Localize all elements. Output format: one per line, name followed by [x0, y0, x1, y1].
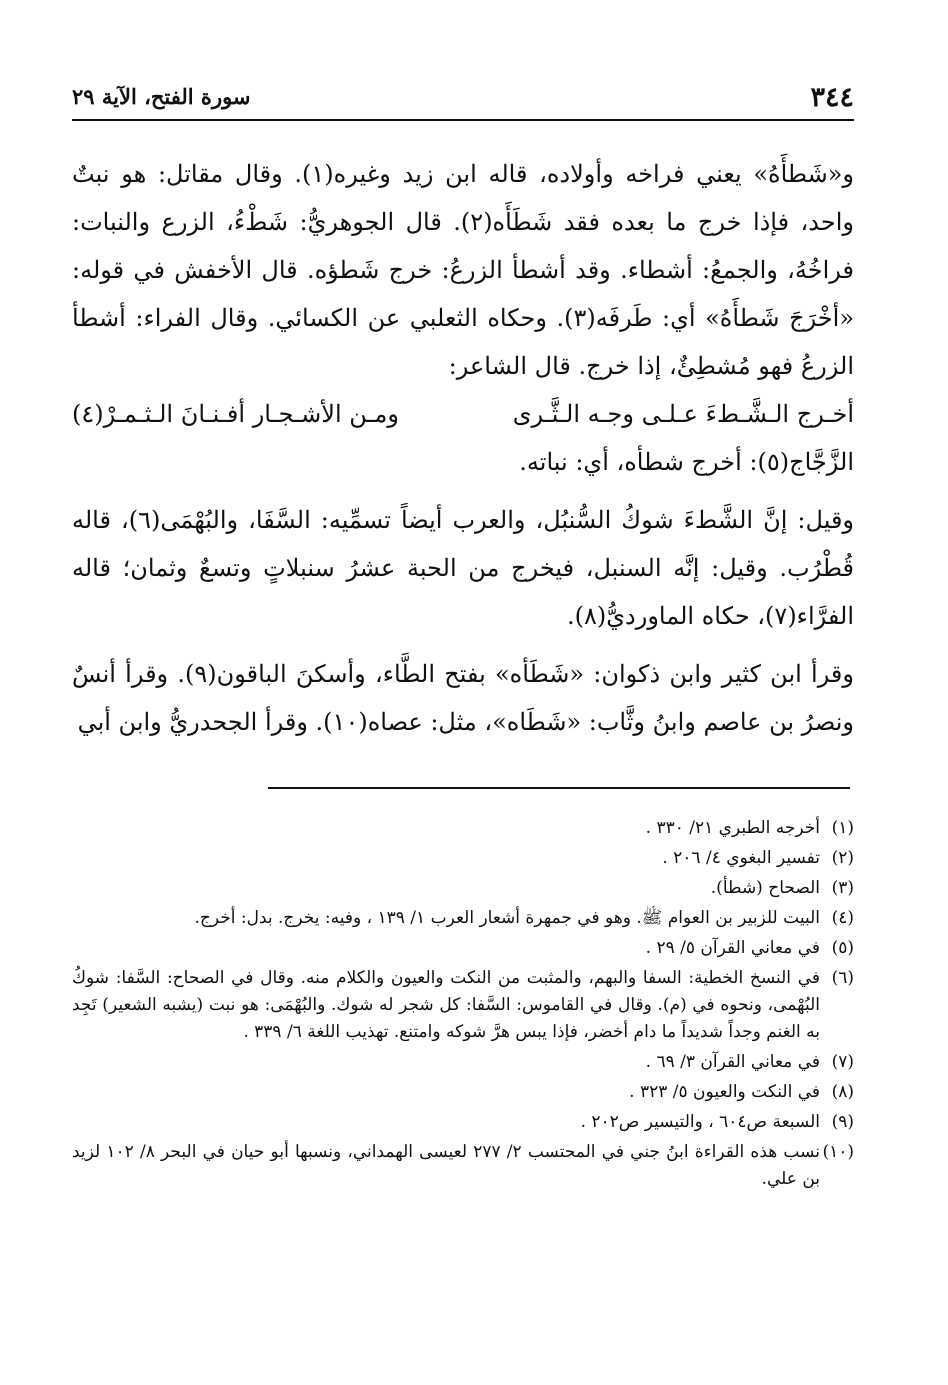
footnote-number: (٤) — [831, 908, 854, 928]
footnote-separator — [268, 787, 850, 789]
footnote-number: (٥) — [831, 938, 854, 958]
footnote-number: (١٠) — [822, 1142, 854, 1162]
footnote — [72, 1079, 854, 1106]
verse-second-hemistich: ومـن الأشـجـار أفـنـانَ الـثـمـرْ(٤) — [72, 400, 399, 428]
footnote-text: في النكت والعيون ٥/ ٣٢٣ . — [629, 1082, 820, 1102]
footnote — [72, 815, 854, 842]
footnote — [72, 965, 854, 1046]
verse-first-hemistich: أخـرج الـشَّـطءَ عـلـى وجـه الـثَّـرى — [512, 400, 854, 428]
footnote-text: نسب هذه القراءة ابنُ جني في المحتسب ٢/ ٢٧٧ لعيسى الهمداني، ونسبها أبو حيان في البحر ٨/ ١٠٢ لزيد بن علي. — [72, 1142, 820, 1189]
header-rule — [72, 119, 854, 121]
footnote — [72, 935, 854, 962]
paragraph-2: الزَّجَّاج(٥): أخرج شطأه، أي: نباته. — [519, 448, 854, 476]
paragraph-3: وقيل: إنَّ الشَّطءَ شوكُ السُّنبُل، والعرب أيضاً تسمِّيه: السَّفَا، والبُهْمَى(٦)، قاله قُطْرُب. وقيل: إنَّه السنبل، فيخرج من الحبة عشرُ سنبلاتٍ وتسعٌ وثمان؛ قاله الفرَّاء(٧)، حكاه الماورديُّ(٨). — [72, 506, 855, 630]
footnote-text: البيت للزبير بن العوام ﷺ. وهو في جمهرة أشعار العرب ١/ ١٣٩ ، وفيه: يخرج. بدل: أخرج. — [194, 908, 820, 928]
footnote-text: في النسخ الخطية: السفا والبهم، والمثبت من النكت والعيون والكلام منه. وقال في الصحاح: السَّفا: شوكُ البُهْمى، ونحوه في (م). وقال في القاموس: السَّفا: كل شجر له شوك. والبُهْمَى: هو نبت (يشبه الشعير) تَجِد به الغنم وجداً شديداً ما دام أخضر، فإذا يبس هرَّ شوكه وامتنع. تهذيب اللغة ٦/ ٣٣٩ . — [72, 968, 820, 1042]
footnote-text: في معاني القرآن ٣/ ٦٩ . — [645, 1052, 820, 1072]
page-number: ٣٤٤ — [810, 82, 854, 113]
footnote-number: (٢) — [831, 848, 854, 868]
footnote — [72, 1049, 854, 1076]
footnote-number: (١) — [831, 818, 854, 838]
main-text — [72, 150, 854, 746]
footnote-text: تفسير البغوي ٤/ ٢٠٦ . — [662, 848, 820, 868]
footnote-number: (٨) — [831, 1082, 854, 1102]
footnote-number: (٦) — [831, 968, 854, 988]
page-header — [72, 80, 854, 116]
footnote — [72, 875, 854, 902]
footnote-number: (٣) — [831, 878, 854, 898]
paragraph-4: وقرأ ابن كثير وابن ذكوان: «شَطَأه» بفتح الطَّاء، وأسكنَ الباقون(٩). وقرأ أنسٌ ونصرُ بن عاصم وابنُ وثَّاب: «شَطَاه»، مثل: عصاه(١٠). وقرأ الجحدريُّ وابن أبي — [72, 660, 854, 736]
footnote-text: الصحاح (شطأ). — [710, 878, 820, 898]
footnote-text: السبعة ص٦٠٤ ، والتيسير ص٢٠٢ . — [580, 1112, 820, 1132]
footnote-text: أخرجه الطبري ٢١/ ٣٣٠ . — [645, 818, 820, 838]
footnote — [72, 1139, 854, 1193]
paragraph-1: و«شَطأَهُ» يعني فراخه وأولاده، قاله ابن زيد وغيره(١). وقال مقاتل: هو نبتٌ واحد، فإذا خرج ما بعده فقد شَطَأَه(٢). قال الجوهريُّ: شَطْءُ، الزرع والنبات: فراخُهُ، والجمعُ: أشطاء. وقد أشطأ الزرعُ: خرج شَطؤه. قال الأخفش في قوله: «أخْرَجَ شَطأَهُ» أي: طَرفَه(٣). وحكاه الثعلبي عن الكسائي. وقال الفراء: أشطأ الزرعُ فهو مُشطِئٌ، إذا خرج. قال الشاعر: — [72, 160, 854, 380]
footnote — [72, 905, 854, 932]
footnote-number: (٧) — [831, 1052, 854, 1072]
footnote-text: في معاني القرآن ٥/ ٢٩ . — [645, 938, 820, 958]
footnote — [72, 1109, 854, 1136]
footnote-number: (٩) — [831, 1112, 854, 1132]
footnote — [72, 845, 854, 872]
running-title: سورة الفتح، الآية ٢٩ — [72, 84, 251, 109]
footnotes — [72, 815, 854, 1196]
poetry-verse — [72, 390, 854, 438]
